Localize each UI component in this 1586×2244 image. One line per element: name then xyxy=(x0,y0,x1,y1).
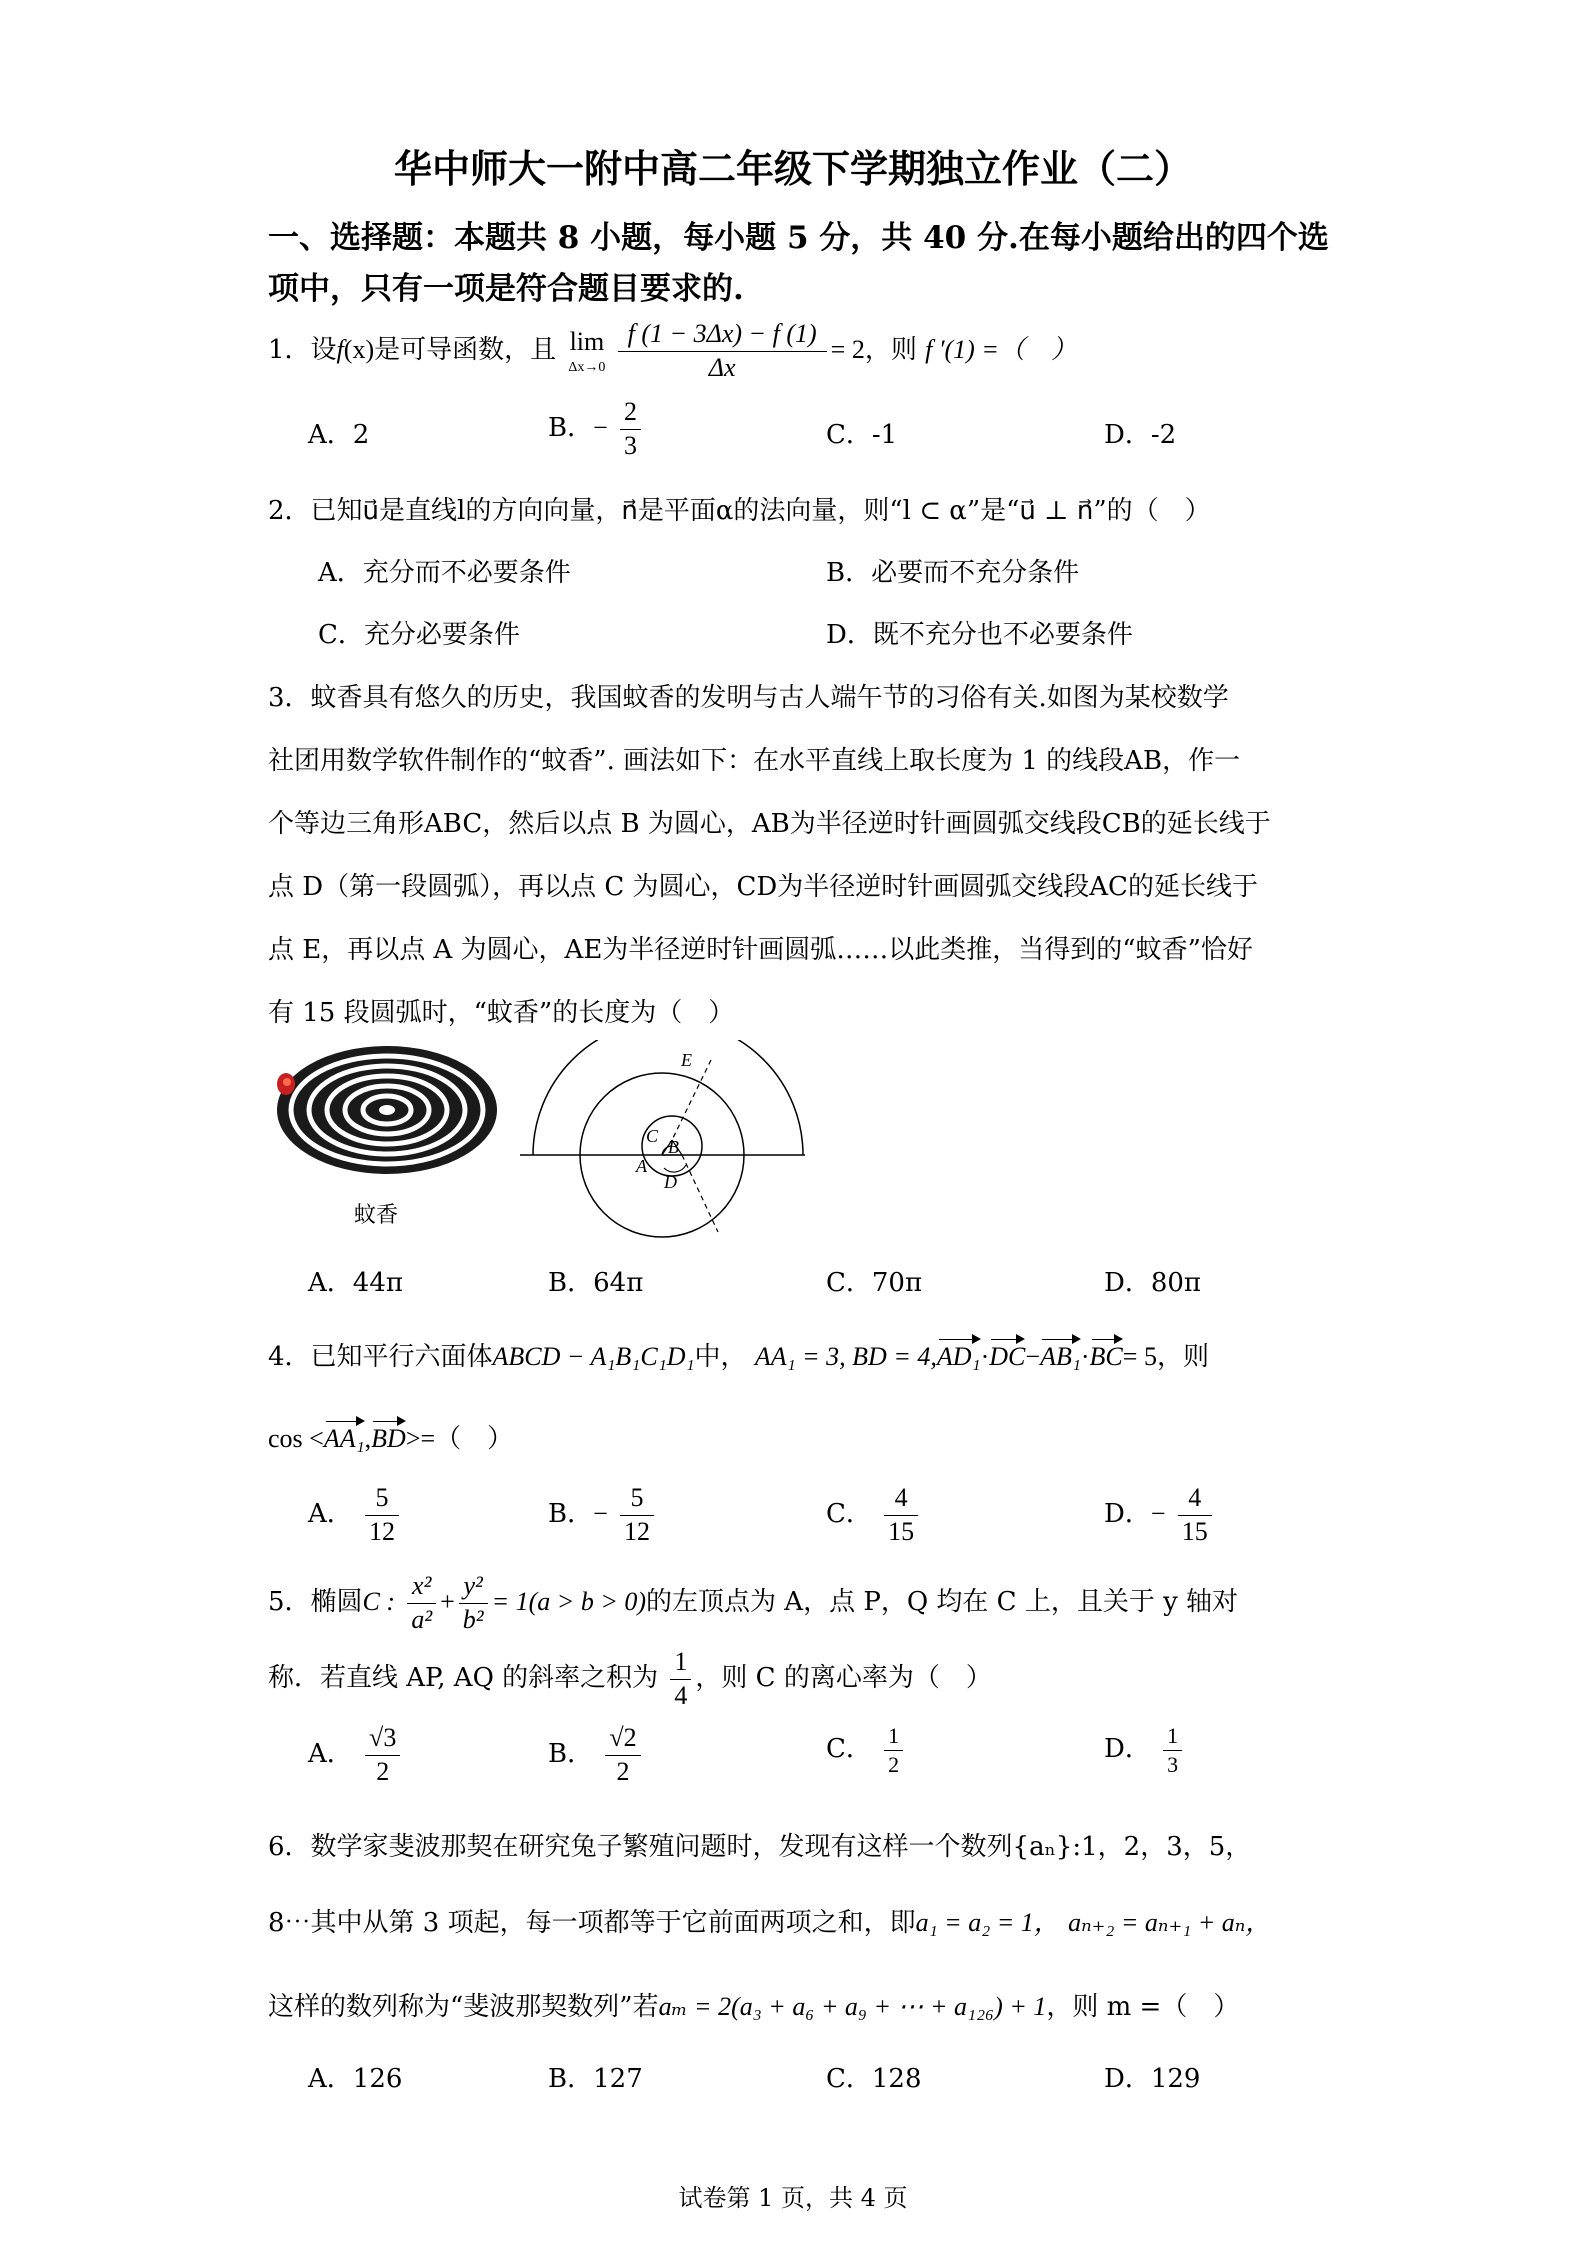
q1-lim: lim xyxy=(569,327,605,356)
spiral-diagram xyxy=(520,1040,810,1240)
question-2: 2．已知u⃗是直线l的方向向量，n⃗是平面α的法向量，则“l ⊂ α”是“u⃗ ⊥ n⃗”的（ ） xyxy=(268,496,1211,526)
q4-vector-dc: DC xyxy=(989,1342,1026,1371)
q5-option-b xyxy=(548,1722,645,1788)
q4-vector-aa1: AA₁ xyxy=(323,1424,365,1453)
q1-option-b xyxy=(548,396,645,462)
q4-option-a-num: 5 xyxy=(365,1482,399,1516)
q4-option-b-sign: − xyxy=(593,1499,608,1528)
q4-option-b-den: 12 xyxy=(624,1516,651,1546)
q5-option-d-frac xyxy=(1163,1722,1182,1778)
q3-line-6: 有 15 段圆弧时，“蚊香”的长度为（ ） xyxy=(268,998,735,1028)
q5-c: C : xyxy=(362,1587,396,1616)
q5-option-c-num: 1 xyxy=(884,1722,903,1751)
page-title: 华中师大一附中高二年级下学期独立作业（二） xyxy=(393,146,1192,191)
q3-line-1: 3．蚊香具有悠久的历史，我国蚊香的发明与古人端午节的习俗有关.如图为某校数学 xyxy=(268,683,1229,713)
q2-option-c: C．充分必要条件 xyxy=(318,620,520,650)
q4-dot-2: · xyxy=(1080,1342,1090,1371)
q6-line-1: 6．数学家斐波那契在研究兔子繁殖问题时，发现有这样一个数列{aₙ}:1，2，3，5， xyxy=(268,1832,1252,1862)
q1-option-b-num: 2 xyxy=(620,396,641,430)
q5-y2: y² xyxy=(459,1570,488,1604)
q1-denominator: Δx xyxy=(708,352,736,382)
q5-eq: = 1(a > b > 0) xyxy=(491,1587,647,1616)
q5-a2: a² xyxy=(411,1604,433,1634)
q4-option-c xyxy=(826,1482,922,1548)
q5-plus: + xyxy=(440,1587,455,1616)
q4-option-d-label: D． xyxy=(1104,1499,1151,1529)
q5-option-a-label: A． xyxy=(308,1739,353,1769)
q4-option-c-den: 15 xyxy=(888,1516,915,1546)
q6-line2b: a₁ = a₂ = 1， xyxy=(915,1908,1060,1937)
q3-line-4: 点 D（第一段圆弧），再以点 C 为圆心，CD为半径逆时针画圆弧交线段AC的延长线于 xyxy=(268,872,1258,902)
q1-fx: f xyxy=(336,335,344,364)
q5-option-b-label: B． xyxy=(548,1739,594,1769)
q5-option-b-frac xyxy=(605,1722,640,1788)
q3-option-b: B．64π xyxy=(548,1268,644,1298)
q5-option-a-den: 2 xyxy=(376,1756,390,1786)
q1-fraction xyxy=(618,318,827,384)
q6-option-b: B．127 xyxy=(548,2064,643,2094)
q4-vector-bc: BC xyxy=(1089,1342,1123,1371)
q2-option-b: B．必要而不充分条件 xyxy=(826,558,1080,588)
q6-line-3 xyxy=(268,1986,1239,2023)
q5-line2a: 称．若直线 AP, AQ 的斜率之积为 xyxy=(268,1663,659,1693)
q5-option-b-num: √2 xyxy=(605,1722,640,1756)
q5-option-d-label: D． xyxy=(1104,1734,1151,1764)
q1-x-paren: (x) xyxy=(343,335,375,364)
q5-x2: x² xyxy=(407,1570,436,1604)
q4-prefix: 4．已知平行六面体 xyxy=(268,1342,493,1372)
q3-option-d: D．80π xyxy=(1104,1268,1202,1298)
q4-option-a-frac xyxy=(365,1482,399,1548)
q5-option-c-den: 2 xyxy=(888,1751,900,1777)
q6-line3c: ，则 m =（ ） xyxy=(1046,1992,1240,2022)
q5-text: 的左顶点为 A，点 P，Q 均在 C 上，且关于 y 轴对 xyxy=(646,1587,1239,1617)
page-footer: 试卷第 1 页，共 4 页 xyxy=(678,2184,908,2212)
q3-line-5: 点 E，再以点 A 为圆心，AE为半径逆时针画圆弧……以此类推，当得到的“蚊香”恰好 xyxy=(268,935,1253,965)
label-b: B xyxy=(668,1137,679,1157)
q4-comma: , xyxy=(364,1424,372,1453)
q6-option-a: A．126 xyxy=(308,2064,403,2094)
question-5-line-2 xyxy=(268,1646,992,1712)
q4-option-d-frac xyxy=(1178,1482,1212,1548)
q4-minus: − xyxy=(1025,1342,1041,1371)
q1-limit xyxy=(568,326,605,376)
q4-option-d-sign: − xyxy=(1150,1499,1166,1528)
q4-option-c-label: C． xyxy=(826,1499,872,1529)
section-heading-line2: 项中，只有一项是符合题目要求的. xyxy=(268,271,744,307)
question-5 xyxy=(268,1570,1238,1636)
q5-option-c-frac xyxy=(884,1722,903,1778)
q2-option-a: A．充分而不必要条件 xyxy=(318,558,571,588)
q4-option-a xyxy=(308,1482,403,1548)
q5-frac-quarter xyxy=(670,1646,691,1712)
q4-vector-ad1: AD₁ xyxy=(936,1342,981,1371)
q1-prefix: 1．设 xyxy=(268,335,337,365)
q4-option-b-num: 5 xyxy=(620,1482,654,1516)
question-4-line-2 xyxy=(268,1418,513,1455)
q6-line3a: 这样的数列称为“斐波那契数列”若 xyxy=(268,1992,659,2022)
q5-frac-x xyxy=(407,1570,436,1636)
q4-vector-bd: BD xyxy=(371,1424,406,1453)
q6-line3b: aₘ = 2(a₃ + a₆ + a₉ + ⋯ + a₁₂₆) + 1 xyxy=(658,1992,1047,2021)
q3-option-a: A．44π xyxy=(308,1268,403,1298)
question-1 xyxy=(268,318,1077,384)
q4-option-c-frac xyxy=(884,1482,918,1548)
q1-option-b-frac xyxy=(620,396,641,462)
q1-option-a: A．2 xyxy=(308,420,370,450)
q4-option-d-den: 15 xyxy=(1181,1516,1208,1546)
question-4 xyxy=(268,1336,1209,1373)
q1-eq: = 2，则 xyxy=(830,335,917,364)
q6-line-2 xyxy=(268,1902,1271,1939)
q1-fprime: f ′(1) =（ ） xyxy=(925,335,1077,364)
q5-option-b-den: 2 xyxy=(616,1756,630,1786)
q4-condition: AA₁ = 3, BD = 4, xyxy=(754,1342,937,1371)
mosquito-coil-caption: 蚊香 xyxy=(354,1203,399,1228)
q1-option-b-sign: − xyxy=(593,413,608,442)
q4-option-b xyxy=(548,1482,658,1548)
label-a: A xyxy=(636,1156,647,1176)
q4-solid: ABCD − A₁B₁C₁D₁ xyxy=(492,1342,695,1371)
q3-option-c: C．70π xyxy=(826,1268,923,1298)
q5-b2: b² xyxy=(462,1604,484,1634)
q5-line2b: ，则 C 的离心率为（ ） xyxy=(695,1663,992,1693)
q4-option-c-num: 4 xyxy=(884,1482,918,1516)
q5-option-d xyxy=(1104,1722,1186,1778)
q2-option-d: D．既不充分也不必要条件 xyxy=(826,620,1133,650)
q1-numerator: f (1 − 3Δx) − f (1) xyxy=(618,318,827,352)
q1-option-b-label: B． xyxy=(548,413,594,443)
q6-line2c: aₙ₊₂ = aₙ₊₁ + aₙ， xyxy=(1068,1908,1272,1937)
q5-prefix: 5．椭圆 xyxy=(268,1587,363,1617)
q1-option-b-den: 3 xyxy=(624,430,638,460)
q4-vector-ab1: AB₁ xyxy=(1040,1342,1081,1371)
q4-option-d-num: 4 xyxy=(1178,1482,1212,1516)
q5-option-c xyxy=(826,1722,907,1778)
q1-lim-sub: Δx→0 xyxy=(568,359,606,375)
q4-cos: cos < xyxy=(268,1424,324,1453)
q4-option-b-frac xyxy=(620,1482,654,1548)
q5-option-a-frac xyxy=(365,1722,400,1788)
q4-end: >=（ ） xyxy=(405,1424,514,1453)
q4-dot-1: · xyxy=(980,1342,990,1371)
label-e: E xyxy=(681,1050,692,1070)
q3-line-2: 社团用数学软件制作的“蚊香”. 画法如下：在水平直线上取长度为 1 的线段AB，作一 xyxy=(268,746,1241,776)
q4-option-a-label: A． xyxy=(308,1499,353,1529)
q6-option-d: D．129 xyxy=(1104,2064,1201,2094)
q6-option-c: C．128 xyxy=(826,2064,922,2094)
q4-option-a-den: 12 xyxy=(369,1516,396,1546)
q4-mid: 中， xyxy=(694,1342,747,1372)
mosquito-coil-image xyxy=(272,1040,502,1210)
q4-eq: = 5，则 xyxy=(1122,1342,1209,1371)
q5-frac-num: 1 xyxy=(670,1646,691,1680)
q1-option-c: C．-1 xyxy=(826,420,898,450)
q5-option-d-den: 3 xyxy=(1167,1751,1179,1777)
q5-option-a-num: √3 xyxy=(365,1722,400,1756)
q3-line-3: 个等边三角形ABC，然后以点 B 为圆心，AB为半径逆时针画圆弧交线段CB的延长线于 xyxy=(268,809,1271,839)
q5-frac-den: 4 xyxy=(674,1680,688,1710)
label-c: C xyxy=(646,1126,659,1146)
q5-option-a xyxy=(308,1722,404,1788)
q5-option-d-num: 1 xyxy=(1163,1722,1182,1751)
q1-option-d: D．-2 xyxy=(1104,420,1177,450)
label-d: D xyxy=(664,1172,677,1192)
q4-option-d xyxy=(1104,1482,1216,1548)
q6-line2a: 8⋯其中从第 3 项起，每一项都等于它前面两项之和，即 xyxy=(268,1908,916,1938)
q5-frac-y xyxy=(459,1570,488,1636)
q1-text: 是可导函数，且 xyxy=(374,335,557,365)
section-heading-line1: 一、选择题：本题共 8 小题，每小题 5 分，共 40 分.在每小题给出的四个选 xyxy=(268,220,1329,256)
q5-option-c-label: C． xyxy=(826,1734,872,1764)
q4-option-b-label: B． xyxy=(548,1499,594,1529)
